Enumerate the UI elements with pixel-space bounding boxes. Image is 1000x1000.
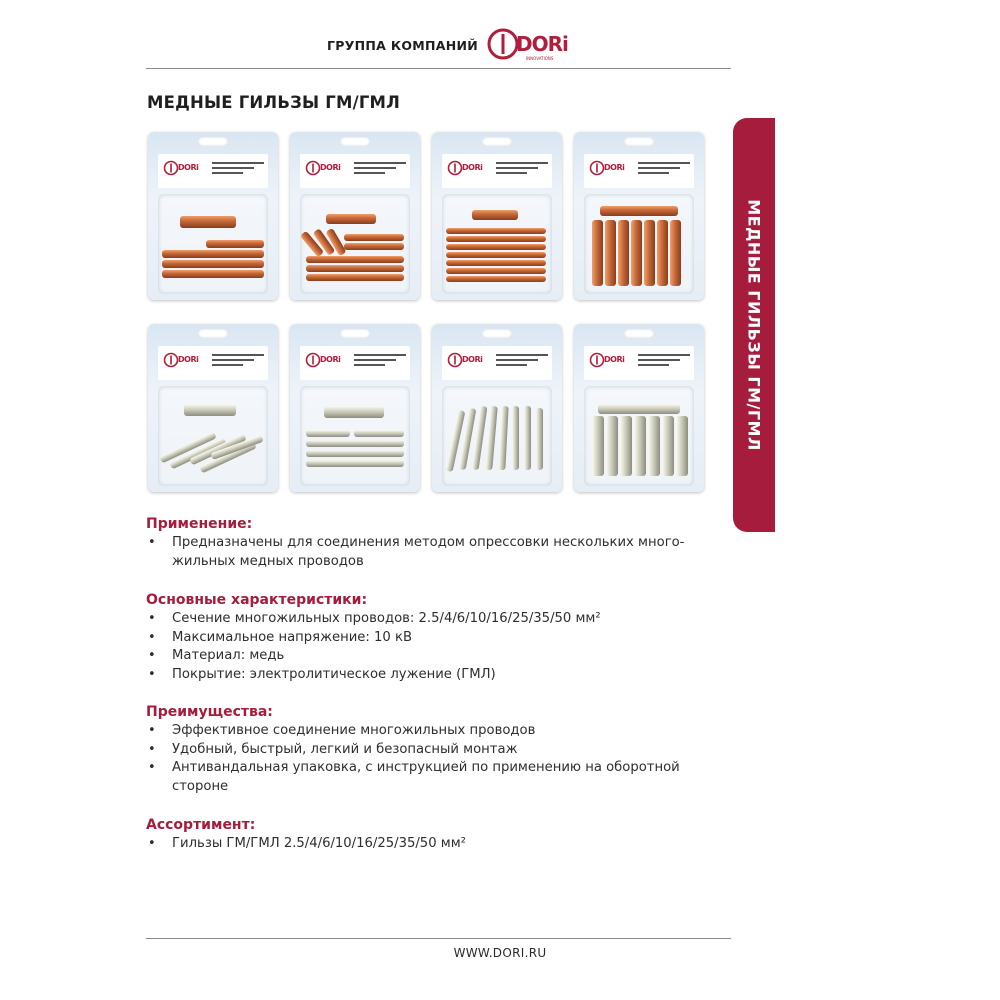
pack-blister [158, 194, 268, 294]
pack-brand: DORi [320, 163, 341, 172]
pack-brand: DORi [604, 355, 625, 364]
logo-text: DORi [516, 32, 568, 56]
list-item: • Максимальное напряжение: 10 кВ [146, 629, 731, 648]
list-item: • Материал: медь [146, 647, 731, 666]
pack-brand: DORi [178, 355, 199, 364]
pack-brand: DORi [462, 355, 483, 364]
pack-blister [158, 386, 268, 486]
footer-divider [146, 938, 731, 939]
product-pack [290, 132, 420, 300]
product-pack [290, 324, 420, 492]
side-tab [733, 118, 775, 532]
page-title: МЕДНЫЕ ГИЛЬЗЫ ГМ/ГМЛ [147, 93, 401, 112]
product-pack [148, 132, 278, 300]
list-item: • Предназначены для соединения методом опрессовки нескольких много-жильных медных проводов [146, 534, 731, 571]
list-item: • Эффективное соединение многожильных проводов [146, 722, 731, 741]
pack-brand: DORi [320, 355, 341, 364]
group-label: ГРУППА КОМПАНИЙ [327, 38, 479, 53]
section-heading: Основные характеристики: [146, 592, 368, 608]
pack-blister [442, 386, 552, 486]
product-pack [574, 132, 704, 300]
logo-subtext: INNOVATIONS [526, 56, 554, 61]
pack-blister [442, 194, 552, 294]
page-header [0, 24, 1000, 68]
list-item: • Гильзы ГМ/ГМЛ 2.5/4/6/10/16/25/35/50 мм² [146, 835, 731, 854]
pack-brand: DORi [178, 163, 199, 172]
pack-brand: DORi [604, 163, 625, 172]
footer-url[interactable]: WWW.DORI.RU [453, 946, 547, 960]
side-tab-label: МЕДНЫЕ ГИЛЬЗЫ ГМ/ГМЛ [744, 199, 764, 451]
product-grid [148, 132, 704, 500]
list-item: • Сечение многожильных проводов: 2.5/4/6/10/16/25/35/50 мм² [146, 610, 731, 629]
header-divider [146, 68, 731, 69]
section-heading: Применение: [146, 516, 253, 532]
pack-blister [584, 386, 694, 486]
list-item: • Удобный, быстрый, легкий и безопасный монтаж [146, 741, 731, 760]
section-advantages [146, 704, 731, 796]
section-heading: Преимущества: [146, 704, 273, 720]
pack-blister [584, 194, 694, 294]
product-pack [148, 324, 278, 492]
product-pack [432, 132, 562, 300]
section-application [146, 516, 731, 571]
section-heading: Ассортимент: [146, 817, 256, 833]
product-pack [574, 324, 704, 492]
section-characteristics [146, 592, 731, 684]
list-item: • Антивандальная упаковка, с инструкцией по применению на оборотной стороне [146, 759, 731, 796]
pack-brand: DORi [462, 163, 483, 172]
pack-blister [300, 386, 410, 486]
list-item: • Покрытие: электролитическое лужение (ГМЛ) [146, 666, 731, 685]
product-pack [432, 324, 562, 492]
pack-blister [300, 194, 410, 294]
section-assortment [146, 817, 731, 854]
